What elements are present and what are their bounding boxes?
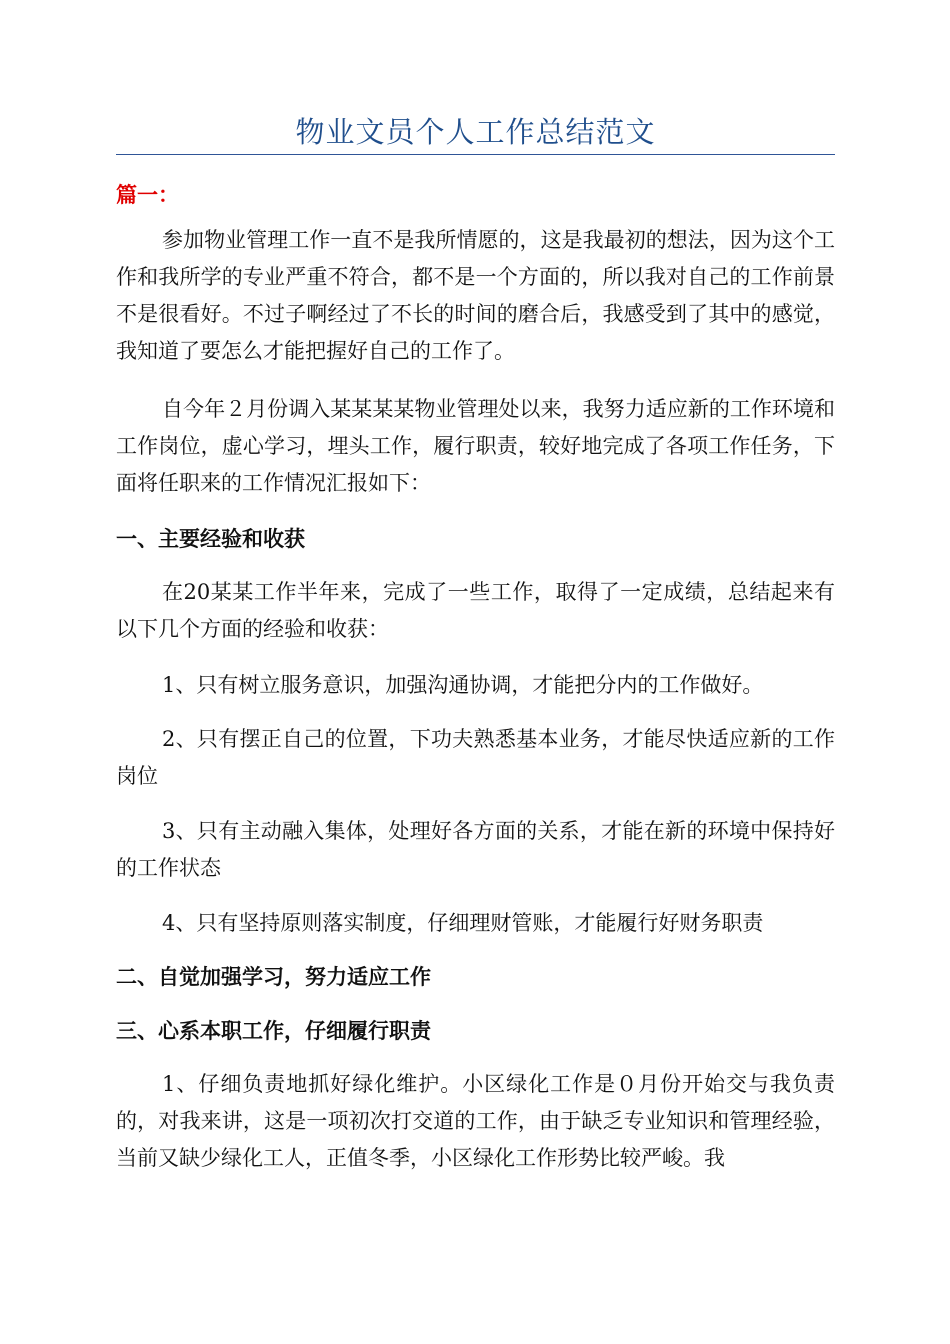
section-heading: 二、自觉加强学习，努力适应工作: [116, 965, 431, 989]
section-label: 篇一：: [116, 183, 179, 207]
list-item: 3、只有主动融入集体，处理好各方面的关系，才能在新的环境中保持好的工作状态: [116, 819, 835, 880]
section-heading: 三、心系本职工作，仔细履行职责: [116, 1019, 431, 1043]
paragraph: 在20某某工作半年来，完成了一些工作，取得了一定成绩，总结起来有以下几个方面的经验和收获：: [116, 580, 835, 641]
section-heading: 一、主要经验和收获: [116, 527, 305, 551]
paragraph: 参加物业管理工作一直不是我所情愿的，这是我最初的想法，因为这个工作和我所学的专业严重不符合，都不是一个方面的，所以我对自己的工作前景不是很看好。不过子啊经过了不长的时间的磨合后，我感受到了其中的感觉，我知道了要怎么才能把握好自己的工作了。: [116, 228, 835, 363]
list-item: 2、只有摆正自己的位置，下功夫熟悉基本业务，才能尽快适应新的工作岗位: [116, 727, 835, 788]
title-underline: [116, 154, 835, 155]
paragraph: 1、仔细负责地抓好绿化维护。小区绿化工作是０月份开始交与我负责的，对我来讲，这是一项初次打交道的工作，由于缺乏专业知识和管理经验，当前又缺少绿化工人，正值冬季，小区绿化工作形势比较严峻。我: [116, 1072, 835, 1170]
paragraph: 自今年２月份调入某某某某物业管理处以来，我努力适应新的工作环境和工作岗位，虚心学习，埋头工作，履行职责，较好地完成了各项工作任务，下面将任职来的工作情况汇报如下：: [116, 397, 835, 495]
document-title: 物业文员个人工作总结范文: [295, 115, 656, 149]
list-item: 1、只有树立服务意识，加强沟通协调，才能把分内的工作做好。: [162, 673, 764, 697]
list-item: 4、只有坚持原则落实制度，仔细理财管账，才能履行好财务职责: [162, 911, 764, 935]
